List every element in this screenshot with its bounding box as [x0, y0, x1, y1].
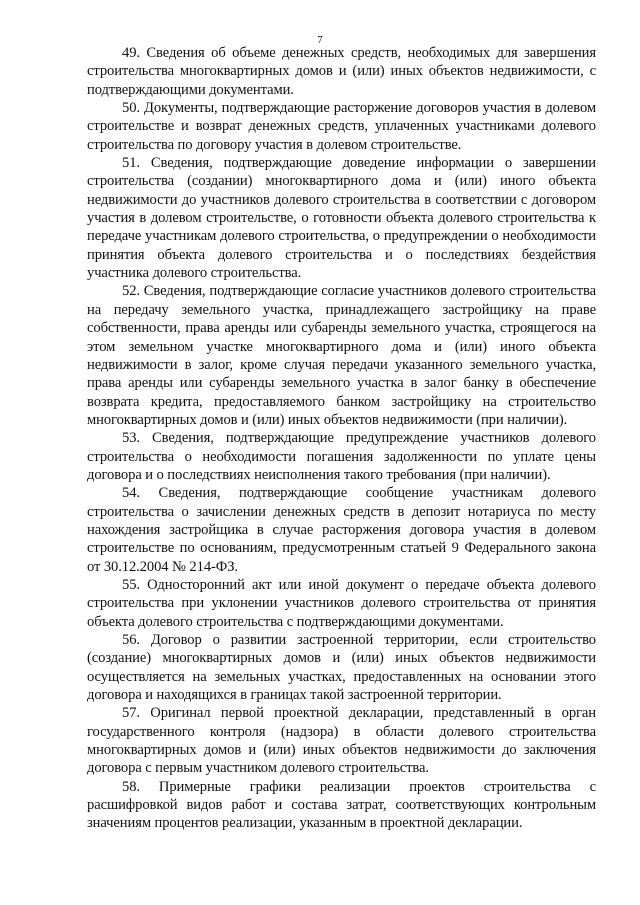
paragraph-57: 57. Оригинал первой проектной декларации, представленный в орган государственного контроля (надзора) в области долевого строительства многоквартирных домов и (или) иных объектов недвижимости до заключения договора с первым участником долевого строительства.: [87, 705, 596, 777]
paragraph-56: 56. Договор о развитии застроенной территории, если строительство (создание) многоквартирных домов и (или) иных объектов недвижимости осуществляется на земельных участках, предоставленных на основании этого договора и находящихся в границах такой застроенной территории.: [87, 632, 596, 704]
paragraph-52: 52. Сведения, подтверждающие согласие участников долевого строительства на передачу земельного участка, принадлежащего застройщику на праве собственности, права аренды или субаренды земельного участка, строящегося на этом земельном участке многоквартирного дома и (или) иного объекта недвижимости в залог, кроме случая передачи указанного земельного участка, права аренды или субаренды земельного участка в залог банку в обеспечение возврата кредита, предоставляемого банком застройщику на строительство многоквартирных домов и (или) иных объектов недвижимости (при наличии).: [87, 283, 596, 428]
paragraph-53: 53. Сведения, подтверждающие предупреждение участников долевого строительства о необходимости погашения задолженности по уплате цены договора и о последствиях неисполнения такого требования (при наличии).: [87, 430, 596, 483]
paragraph-55: 55. Односторонний акт или иной документ о передаче объекта долевого строительства при уклонении участников долевого строительства от принятия объекта долевого строительства с подтверждающими документами.: [87, 576, 596, 630]
paragraph-51: 51. Сведения, подтверждающие доведение информации о завершении строительства (создании) многоквартирного дома и (или) иного объекта недвижимости до участников долевого строительства в соответствии с договором участия в долевом строительстве, о готовности объекта долевого строительства к передаче участникам долевого строительства, о предупреждении о необходимости принятия объекта долевого строительства и о последствиях бездействия участника долевого строительства.: [87, 155, 596, 282]
document-body: [87, 44, 596, 833]
page-number: 7: [317, 34, 323, 46]
paragraph-58: 58. Примерные графики реализации проектов строительства с расшифровкой видов работ и состава затрат, соответствующих контрольным значениям процентов реализации, указанным в проектной декларации.: [87, 778, 596, 832]
paragraph-50: 50. Документы, подтверждающие расторжение договоров участия в долевом строительстве и возврат денежных средств, уплаченных участниками долевого строительства по договору участия в долевом строительстве.: [87, 100, 596, 153]
paragraph-49: 49. Сведения об объеме денежных средств, необходимых для завершения строительства многоквартирных домов и (или) иных объектов недвижимости, с подтверждающими документами.: [87, 45, 596, 98]
paragraph-54: 54. Сведения, подтверждающие сообщение участникам долевого строительства о зачислении денежных средств в депозит нотариуса по месту нахождения застройщика в случае расторжения договора участия в долевом строительстве по основаниям, предусмотренным статьей 9 Федерального закона от 30.12.2004 № 214-ФЗ.: [87, 485, 596, 575]
